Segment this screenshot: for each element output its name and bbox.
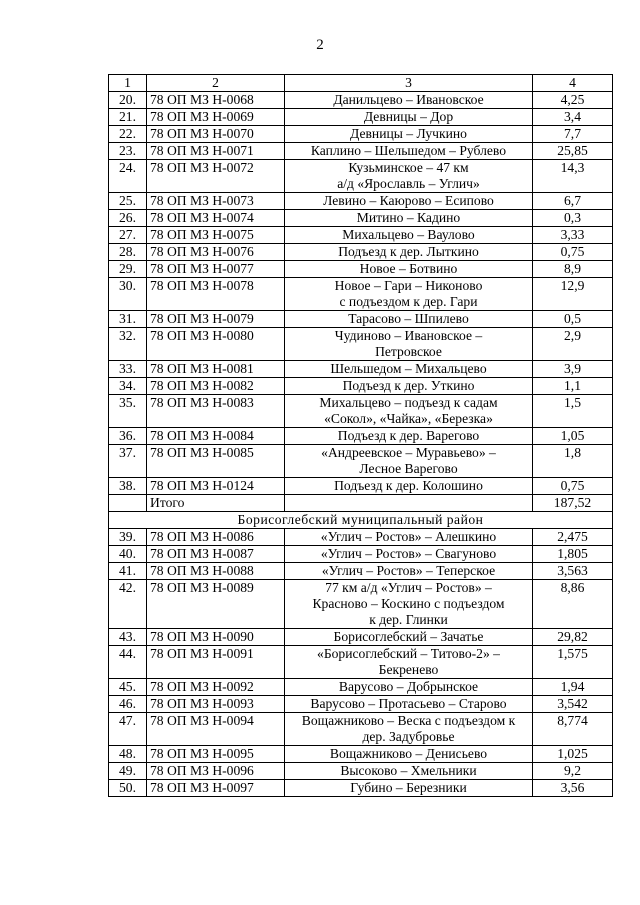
road-name (285, 646, 533, 679)
row-number: 50. (109, 780, 147, 797)
row-number: 44. (109, 646, 147, 679)
road-length: 1,575 (533, 646, 613, 679)
table-row (109, 328, 613, 361)
table-row (109, 395, 613, 428)
table-row (109, 529, 613, 546)
table-row (109, 143, 613, 160)
row-number: 39. (109, 529, 147, 546)
road-code: 78 ОП МЗ Н-0088 (147, 563, 285, 580)
road-name-line: Данильцево – Ивановское (333, 92, 484, 107)
road-code: 78 ОП МЗ Н-0068 (147, 92, 285, 109)
road-name-line: Девницы – Лучкино (350, 126, 467, 141)
road-name (285, 92, 533, 109)
road-name (285, 109, 533, 126)
road-name (285, 546, 533, 563)
road-length: 0,75 (533, 478, 613, 495)
row-number: 31. (109, 311, 147, 328)
road-name-line: Шельшедом – Михальцево (330, 361, 487, 376)
table-row (109, 696, 613, 713)
table-row (109, 580, 613, 629)
table-row (109, 563, 613, 580)
road-code: 78 ОП МЗ Н-0079 (147, 311, 285, 328)
road-name (285, 529, 533, 546)
total-empty-cell (285, 495, 533, 512)
road-code: 78 ОП МЗ Н-0072 (147, 160, 285, 193)
road-code: 78 ОП МЗ Н-0084 (147, 428, 285, 445)
road-length: 1,5 (533, 395, 613, 428)
road-code: 78 ОП МЗ Н-0078 (147, 278, 285, 311)
road-code: 78 ОП МЗ Н-0080 (147, 328, 285, 361)
road-length: 4,25 (533, 92, 613, 109)
row-number: 24. (109, 160, 147, 193)
table-row (109, 646, 613, 679)
table-row (109, 160, 613, 193)
row-number: 28. (109, 244, 147, 261)
road-name-line: «Сокол», «Чайка», «Березка» (324, 411, 493, 426)
road-name-line: Подъезд к дер. Уткино (342, 378, 475, 393)
row-number: 37. (109, 445, 147, 478)
road-length: 3,563 (533, 563, 613, 580)
road-name-line: Чудиново – Ивановское – (334, 328, 483, 343)
road-length: 3,56 (533, 780, 613, 797)
road-name-line: «Борисоглебский – Титово-2» – (317, 646, 500, 661)
road-name-line: Вощажниково – Денисьево (329, 746, 488, 761)
road-code: 78 ОП МЗ Н-0093 (147, 696, 285, 713)
row-number: 32. (109, 328, 147, 361)
table-row (109, 92, 613, 109)
road-name-line: Подъезд к дер. Лыткино (338, 244, 479, 259)
total-empty-cell (109, 495, 147, 512)
row-number: 27. (109, 227, 147, 244)
table-row (109, 126, 613, 143)
road-name-line: Новое – Гари – Никоново (334, 278, 483, 293)
road-code: 78 ОП МЗ Н-0095 (147, 746, 285, 763)
road-length: 9,2 (533, 763, 613, 780)
row-number: 35. (109, 395, 147, 428)
road-length: 7,7 (533, 126, 613, 143)
section-header-row (109, 512, 613, 529)
road-name-line: Левино – Каюрово – Есипово (323, 193, 494, 208)
road-length: 25,85 (533, 143, 613, 160)
road-length: 3,9 (533, 361, 613, 378)
row-number: 20. (109, 92, 147, 109)
road-name-line: Тарасово – Шпилево (348, 311, 469, 326)
table-row (109, 445, 613, 478)
road-code: 78 ОП МЗ Н-0071 (147, 143, 285, 160)
table-header-row (109, 75, 613, 92)
road-length: 1,8 (533, 445, 613, 478)
row-number: 47. (109, 713, 147, 746)
road-name-line: Михальцево – подъезд к садам (319, 395, 498, 410)
road-name (285, 244, 533, 261)
road-name-line: Губино – Березники (350, 780, 467, 795)
road-length: 8,9 (533, 261, 613, 278)
road-code: 78 ОП МЗ Н-0097 (147, 780, 285, 797)
road-length: 1,1 (533, 378, 613, 395)
road-length: 8,86 (533, 580, 613, 629)
table-row (109, 546, 613, 563)
road-length: 12,9 (533, 278, 613, 311)
row-number: 38. (109, 478, 147, 495)
road-name (285, 696, 533, 713)
road-name-line: Петровское (375, 344, 442, 359)
page-number: 2 (316, 37, 324, 53)
road-name (285, 563, 533, 580)
road-length: 1,805 (533, 546, 613, 563)
road-length: 6,7 (533, 193, 613, 210)
road-name (285, 445, 533, 478)
road-name-line: Борисоглебский – Зачатье (333, 629, 484, 644)
total-row (109, 495, 613, 512)
road-name (285, 780, 533, 797)
road-name-line: Лесное Варегово (359, 461, 458, 476)
road-name-line: Бекренево (378, 662, 439, 677)
road-name-line: Михальцево – Ваулово (342, 227, 475, 242)
road-name (285, 746, 533, 763)
road-code: 78 ОП МЗ Н-0076 (147, 244, 285, 261)
road-name (285, 580, 533, 629)
road-code: 78 ОП МЗ Н-0091 (147, 646, 285, 679)
road-name-line: Подъезд к дер. Колошино (334, 478, 483, 493)
road-code: 78 ОП МЗ Н-0081 (147, 361, 285, 378)
table-row (109, 193, 613, 210)
road-code: 78 ОП МЗ Н-0082 (147, 378, 285, 395)
row-number: 25. (109, 193, 147, 210)
road-name (285, 629, 533, 646)
road-name (285, 378, 533, 395)
table-row (109, 278, 613, 311)
roads-table (108, 74, 613, 797)
table-row (109, 780, 613, 797)
road-length: 14,3 (533, 160, 613, 193)
row-number: 41. (109, 563, 147, 580)
road-code: 78 ОП МЗ Н-0094 (147, 713, 285, 746)
road-code: 78 ОП МЗ Н-0086 (147, 529, 285, 546)
table-row (109, 679, 613, 696)
row-number: 33. (109, 361, 147, 378)
road-code: 78 ОП МЗ Н-0092 (147, 679, 285, 696)
table-row (109, 227, 613, 244)
road-name (285, 428, 533, 445)
road-name (285, 361, 533, 378)
table-row (109, 311, 613, 328)
row-number: 42. (109, 580, 147, 629)
road-name-line: Митино – Кадино (356, 210, 461, 225)
road-name-line: Новое – Ботвино (359, 261, 458, 276)
road-length: 3,4 (533, 109, 613, 126)
table-row (109, 210, 613, 227)
road-code: 78 ОП МЗ Н-0089 (147, 580, 285, 629)
road-length: 29,82 (533, 629, 613, 646)
road-code: 78 ОП МЗ Н-0074 (147, 210, 285, 227)
road-length: 1,94 (533, 679, 613, 696)
road-name (285, 261, 533, 278)
road-name (285, 126, 533, 143)
table-row (109, 629, 613, 646)
table-row (109, 361, 613, 378)
road-code: 78 ОП МЗ Н-0124 (147, 478, 285, 495)
road-name-line: Кузьминское – 47 км (348, 160, 469, 175)
table-row (109, 244, 613, 261)
column-header-code: 2 (147, 75, 285, 92)
road-name (285, 193, 533, 210)
road-length: 2,475 (533, 529, 613, 546)
table-body (109, 75, 613, 797)
table-row (109, 109, 613, 126)
row-number: 26. (109, 210, 147, 227)
row-number: 29. (109, 261, 147, 278)
road-code: 78 ОП МЗ Н-0073 (147, 193, 285, 210)
road-name-line: «Углич – Ростов» – Теперское (321, 563, 496, 578)
row-number: 23. (109, 143, 147, 160)
road-name-line: «Углич – Ростов» – Свагуново (320, 546, 497, 561)
road-name-line: дер. Задубровье (362, 729, 455, 744)
row-number: 49. (109, 763, 147, 780)
road-length: 0,5 (533, 311, 613, 328)
road-name (285, 713, 533, 746)
row-number: 30. (109, 278, 147, 311)
road-name-line: к дер. Глинки (369, 612, 448, 627)
road-name-line: Варусово – Протасьево – Старово (310, 696, 507, 711)
road-name-line: Вощажниково – Веска с подъездом к (301, 713, 516, 728)
column-header-number: 1 (109, 75, 147, 92)
road-name-line: а/д «Ярославль – Углич» (337, 176, 480, 191)
road-code: 78 ОП МЗ Н-0075 (147, 227, 285, 244)
road-name (285, 278, 533, 311)
road-name (285, 395, 533, 428)
road-code: 78 ОП МЗ Н-0087 (147, 546, 285, 563)
row-number: 48. (109, 746, 147, 763)
road-code: 78 ОП МЗ Н-0069 (147, 109, 285, 126)
row-number: 40. (109, 546, 147, 563)
table-row (109, 763, 613, 780)
row-number: 34. (109, 378, 147, 395)
road-name-line: Подъезд к дер. Варегово (337, 428, 480, 443)
road-length: 2,9 (533, 328, 613, 361)
road-length: 3,33 (533, 227, 613, 244)
road-length: 0,3 (533, 210, 613, 227)
road-name-line: Каплино – Шельшедом – Рублево (310, 143, 507, 158)
road-name-line: «Андреевское – Муравьево» – (321, 445, 496, 460)
road-name-line: Высоково – Хмельники (340, 763, 477, 778)
road-name-line: Варусово – Добрынское (338, 679, 479, 694)
road-name (285, 328, 533, 361)
road-code: 78 ОП МЗ Н-0090 (147, 629, 285, 646)
road-code: 78 ОП МЗ Н-0085 (147, 445, 285, 478)
road-name-line: Красново – Коскино с подъездом (312, 596, 505, 611)
road-code: 78 ОП МЗ Н-0077 (147, 261, 285, 278)
row-number: 36. (109, 428, 147, 445)
row-number: 46. (109, 696, 147, 713)
row-number: 22. (109, 126, 147, 143)
row-number: 21. (109, 109, 147, 126)
road-name (285, 763, 533, 780)
table-row (109, 478, 613, 495)
column-header-name: 3 (285, 75, 533, 92)
road-name (285, 311, 533, 328)
road-name-line: «Углич – Ростов» – Алешкино (320, 529, 497, 544)
row-number: 45. (109, 679, 147, 696)
column-header-length: 4 (533, 75, 613, 92)
road-name (285, 143, 533, 160)
road-code: 78 ОП МЗ Н-0070 (147, 126, 285, 143)
table-row (109, 428, 613, 445)
road-name (285, 478, 533, 495)
road-code: 78 ОП МЗ Н-0096 (147, 763, 285, 780)
total-value: 187,52 (533, 495, 613, 512)
road-name-line: 77 км а/д «Углич – Ростов» – (325, 580, 492, 595)
road-code: 78 ОП МЗ Н-0083 (147, 395, 285, 428)
road-name-line: с подъездом к дер. Гари (339, 294, 478, 309)
road-length: 3,542 (533, 696, 613, 713)
road-name (285, 160, 533, 193)
table-row (109, 713, 613, 746)
road-length: 8,774 (533, 713, 613, 746)
road-length: 1,05 (533, 428, 613, 445)
road-length: 0,75 (533, 244, 613, 261)
section-title: Борисоглебский муниципальный район (109, 512, 613, 529)
road-name (285, 227, 533, 244)
road-name-line: Девницы – Дор (363, 109, 454, 124)
table-row (109, 378, 613, 395)
road-name (285, 679, 533, 696)
row-number: 43. (109, 629, 147, 646)
road-length: 1,025 (533, 746, 613, 763)
road-name (285, 210, 533, 227)
total-label: Итого (147, 495, 285, 512)
table-row (109, 746, 613, 763)
table-row (109, 261, 613, 278)
